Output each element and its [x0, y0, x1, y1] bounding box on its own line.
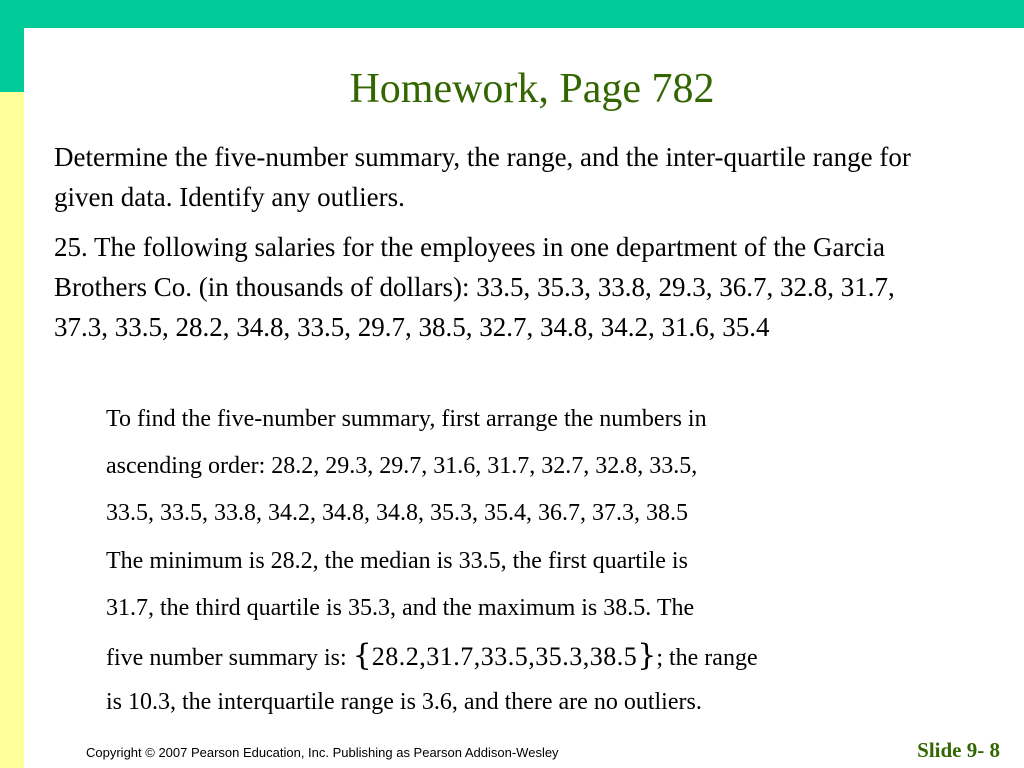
solution-block — [106, 396, 966, 726]
summary-suffix: ; the range — [656, 644, 758, 671]
solution-line-1: To find the five-number summary, first arrange the numbers in — [106, 406, 707, 432]
slide-title: Homework, Page 782 — [349, 66, 715, 112]
solution-line-3: 33.5, 33.5, 33.8, 34.2, 34.8, 34.8, 35.3, 35.4, 36.7, 37.3, 38.5 — [106, 500, 688, 527]
slide-number: Slide 9- 8 — [917, 738, 1000, 762]
top-accent-bar — [0, 0, 1024, 28]
summary-prefix: five number summary is: — [106, 644, 353, 671]
solution-line-4: The minimum is 28.2, the median is 33.5, the first quartile is — [106, 547, 688, 574]
problem-text: 25. The following salaries for the employees in one department of the Garcia Brothers Co. (in thousands of dollars): 33.5, 35.3, 33.8, 29.3, 36.7, 32.8, 31.7, 37.3, 33.5, 28.2, 34.8, 33.5, 29.7, 38.5, 32.7, 34.8, 34.2, 31.6, 35.4 — [54, 232, 895, 342]
solution-line-2: ascending order: 28.2, 29.3, 29.7, 31.6, 31.7, 32.7, 32.8, 33.5, — [106, 453, 698, 480]
solution-line-7: is 10.3, the interquartile range is 3.6, and there are no outliers. — [106, 689, 702, 716]
brace-open: { — [352, 637, 372, 673]
copyright-footer: Copyright © 2007 Pearson Education, Inc. Publishing as Pearson Addison-Wesley — [86, 745, 559, 760]
five-number-summary: 28.2,31.7,33.5,35.3,38.5 — [371, 641, 638, 671]
instructions-text: Determine the five-number summary, the range, and the inter-quartile range for given data. Identify any outliers. — [54, 142, 911, 212]
left-accent-bar — [0, 0, 24, 768]
solution-line-6 — [106, 632, 966, 679]
brace-close: } — [637, 637, 657, 673]
solution-line-5: 31.7, the third quartile is 35.3, and the maximum is 38.5. The — [106, 594, 695, 621]
